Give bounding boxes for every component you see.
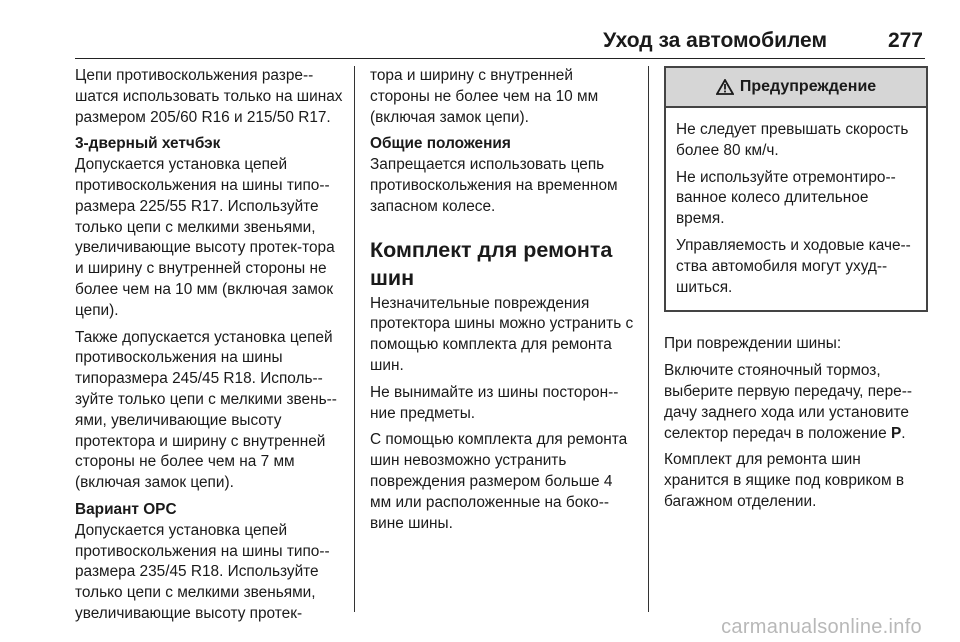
paragraph-end: . <box>901 424 906 442</box>
paragraph: С помощью комплекта для ремонта шин невозможно устранить повреждения размером больше 4 мм или расположенные на боко-вине шины. <box>370 431 628 532</box>
column-2 <box>370 66 636 540</box>
section-heading-tire-repair-kit: Комплект для ремонта шин <box>370 237 613 290</box>
warning-text: Не следует превышать скорость более 80 км/ч. <box>676 121 909 159</box>
subheading-3door-hatchback: 3-дверный хетчбэк <box>75 135 221 153</box>
paragraph: Незначительные повреждения протектора шины можно устранить с помощью комплекта для ремонта шин. <box>370 294 634 374</box>
warning-body <box>666 108 926 310</box>
paragraph-text: Включите стояночный тормоз, выберите первую передачу, пере-дачу заднего хода или установите селектор передач в положение <box>664 362 912 442</box>
paragraph: При повреждении шины: <box>664 335 842 353</box>
warning-header <box>666 68 926 108</box>
paragraph: Запрещается использовать цепь противоскольжения на временном запасном колесе. <box>370 156 618 215</box>
page-header <box>75 22 925 59</box>
warning-text: Не используйте отремонтиро-ванное колесо длительное время. <box>676 168 896 228</box>
warning-text: Управляемость и ходовые каче-ства автомобиля могут ухуд-шиться. <box>676 236 911 296</box>
page-title: Уход за автомобилем <box>603 29 827 52</box>
column-1 <box>75 66 343 631</box>
paragraph: Комплект для ремонта шин хранится в ящике под ковриком в багажном отделении. <box>664 451 904 510</box>
column-divider-1 <box>354 66 355 612</box>
column-3 <box>664 66 928 519</box>
warning-title: Предупреждение <box>739 77 877 95</box>
paragraph: тора и ширину с внутренней стороны не более чем на 10 мм (включая замок цепи). <box>370 67 599 126</box>
paragraph: Не вынимайте из шины посторон-ние предметы. <box>370 383 619 422</box>
paragraph: Допускается установка цепей противоскольжения на шины типо-размера 225/55 R17. Используйте только цепи с мелкими звеньями, увеличивающие высоту протек-тора и ширину с внутренней стороны не более чем на 10 мм (включая замок цепи). <box>75 156 335 319</box>
page-number: 277 <box>887 29 923 52</box>
watermark: carmanualsonline.info <box>721 616 922 638</box>
paragraph <box>664 361 928 444</box>
paragraph: Цепи противоскольжения разре-шатся использовать только на шинах размером 205/60 R16 и 215/50 R17. <box>75 67 343 126</box>
column-divider-2 <box>648 66 649 612</box>
warning-box <box>664 66 928 312</box>
warning-triangle-icon <box>716 79 734 95</box>
paragraph: Допускается установка цепей противоскольжения на шины типо-размера 235/45 R18. Используйте только цепи с мелкими звеньями, увеличивающие высоту протек- <box>75 521 330 622</box>
gear-position-p: P <box>890 424 902 442</box>
subheading-general: Общие положения <box>370 135 511 153</box>
subheading-opc: Вариант OPC <box>75 500 177 518</box>
paragraph: Также допускается установка цепей противоскольжения на шины типоразмера 245/45 R18. Исполь-зуйте только цепи с мелкими звень-ями, увеличивающие высоту протектора и ширину с внутренней стороны не более чем на 7 мм (включая замок цепи). <box>75 328 337 492</box>
